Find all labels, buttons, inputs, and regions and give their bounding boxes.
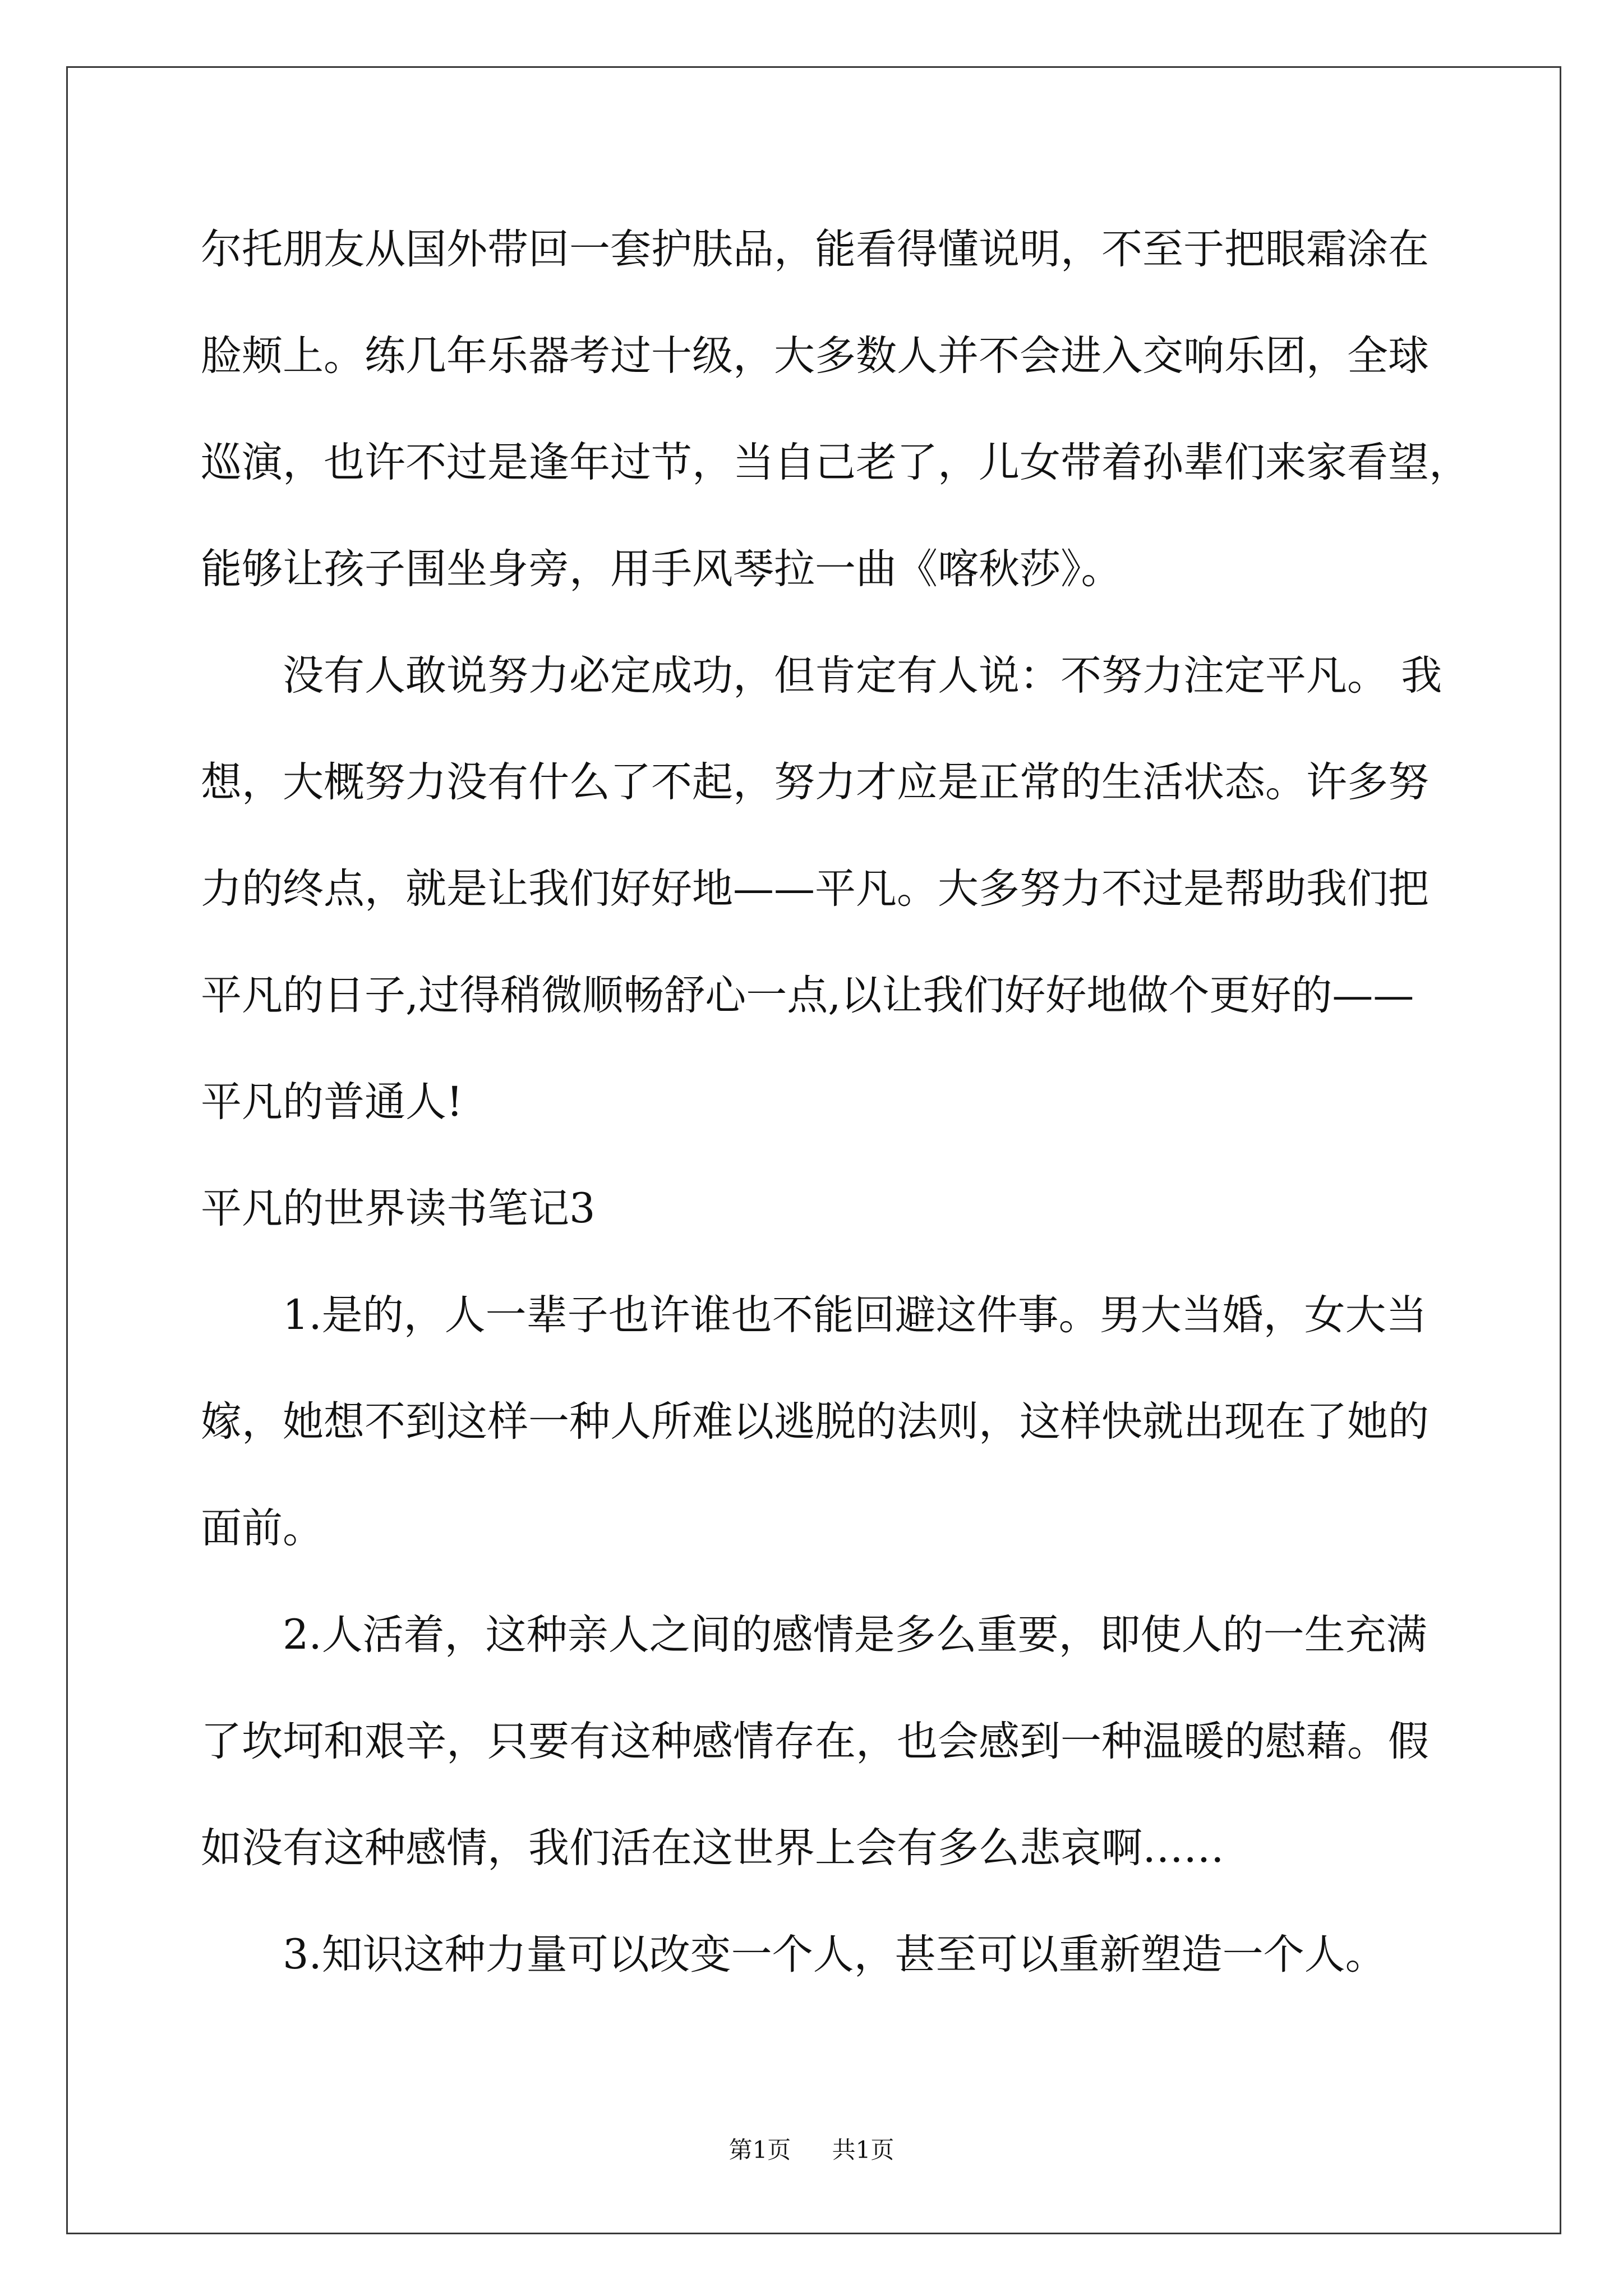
text-line: 想，大概努力没有什么了不起，努力才应是正常的生活状态。许多努 bbox=[201, 758, 1429, 806]
total-pages-label: 共1页 bbox=[832, 2136, 895, 2164]
text-line: 尔托朋友从国外带回一套护肤品，能看得懂说明，不至于把眼霜涂在 bbox=[201, 226, 1429, 273]
paragraph bbox=[201, 1902, 1541, 2008]
text-line: 平凡的日子,过得稍微顺畅舒心一点,以让我们好好地做个更好的—— bbox=[201, 972, 1414, 1019]
page-footer bbox=[0, 2135, 1623, 2165]
text-line: 巡演，也许不过是逢年过节，当自己老了，儿女带着孙辈们来家看望， bbox=[201, 439, 1470, 486]
text-line: 了坎坷和艰辛，只要有这种感情存在，也会感到一种温暖的慰藉。假 bbox=[201, 1718, 1429, 1765]
text-line: 能够让孩子围坐身旁，用手风琴拉一曲《喀秋莎》。 bbox=[201, 545, 1122, 593]
section-heading: 平凡的世界读书笔记3 bbox=[201, 1185, 596, 1232]
text-line: 2.人活着，这种亲人之间的感情是多么重要，即使人的一生充满 bbox=[283, 1611, 1427, 1659]
text-line: 面前。 bbox=[201, 1504, 324, 1552]
document-body bbox=[201, 196, 1541, 2008]
text-line: 1.是的，人一辈子也许谁也不能回避这件事。男大当婚，女大当 bbox=[283, 1291, 1427, 1339]
text-line: 如没有这种感情，我们活在这世界上会有多么悲哀啊…… bbox=[201, 1824, 1224, 1872]
text-line: 脸颊上。练几年乐器考过十级，大多数人并不会进入交响乐团，全球 bbox=[201, 332, 1429, 380]
text-line: 平凡的普通人! bbox=[201, 1078, 463, 1126]
text-line: 没有人敢说努力必定成功，但肯定有人说：不努力注定平凡。 我 bbox=[283, 652, 1442, 700]
text-line: 嫁，她想不到这样一种人所难以逃脱的法则，这样快就出现在了她的 bbox=[201, 1398, 1429, 1446]
current-page-label: 第1页 bbox=[728, 2136, 791, 2164]
paragraph bbox=[201, 196, 1541, 623]
paragraph bbox=[201, 623, 1541, 1156]
text-line: 力的终点，就是让我们好好地——平凡。大多努力不过是帮助我们把 bbox=[201, 865, 1429, 913]
text-line: 3.知识这种力量可以改变一个人，甚至可以重新塑造一个人。 bbox=[283, 1931, 1386, 1978]
paragraph bbox=[201, 1262, 1541, 1582]
paragraph bbox=[201, 1582, 1541, 1902]
